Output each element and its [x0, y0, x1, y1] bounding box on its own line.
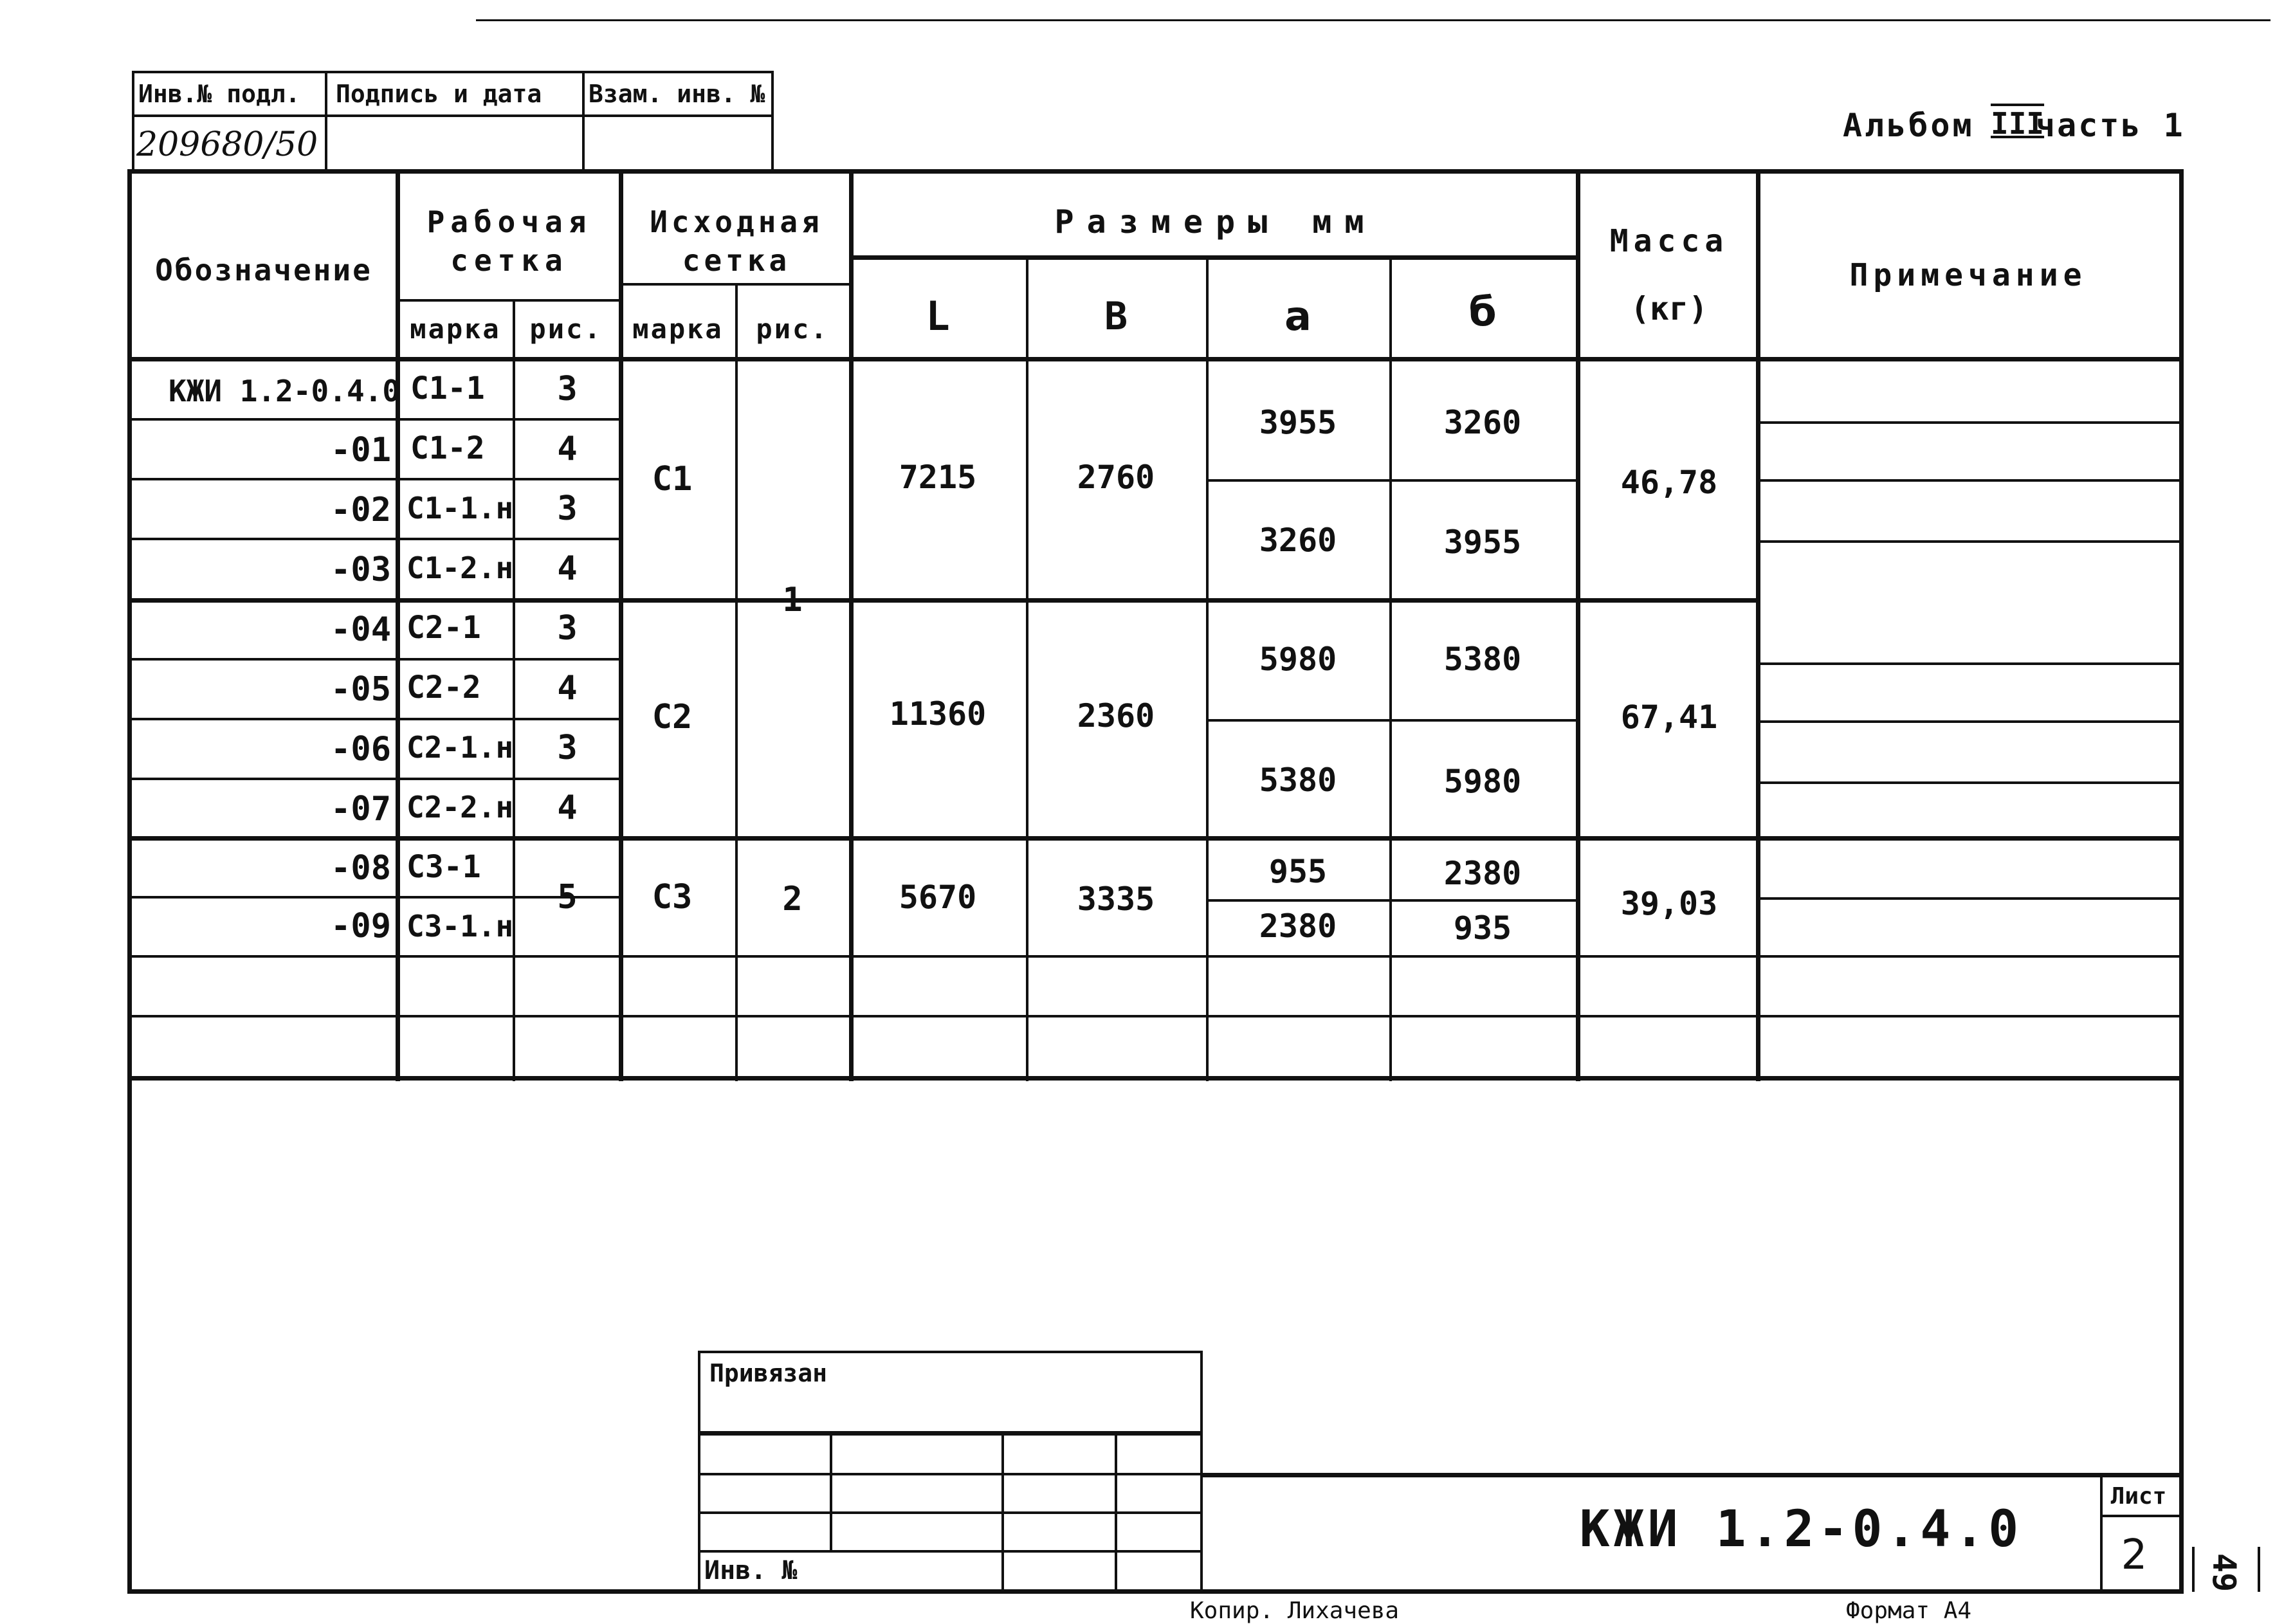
size-a: 955 — [1268, 853, 1328, 890]
src-marka-c3: С3 — [652, 878, 693, 917]
row-marka: С2-2.н — [407, 790, 514, 825]
size-a: 5380 — [1259, 762, 1337, 799]
src-ris-1: 1 — [782, 581, 803, 619]
row-designation: -08 — [331, 849, 391, 888]
size-b: 2380 — [1443, 855, 1522, 892]
stamp-inv-value: 209680/50 — [136, 125, 318, 164]
header-source-mesh: Исходная сетка — [650, 205, 823, 278]
row-ris: 4 — [557, 549, 578, 588]
src-marka-c2: С2 — [652, 698, 693, 736]
top-border-line — [476, 19, 2270, 21]
header-mass: Масса — [1609, 223, 1729, 259]
album-roman: III — [1991, 106, 2045, 141]
stamp-inv-label: Инв.№ подл. — [138, 80, 300, 108]
stamp-replace-label: Взам. инв. № — [589, 80, 765, 108]
row-marka: С3-1.н — [407, 909, 514, 944]
row-designation: -09 — [331, 907, 391, 945]
size-L: 5670 — [899, 879, 977, 916]
size-L: 11360 — [889, 695, 987, 733]
sheet-label: Лист — [2110, 1483, 2167, 1510]
header-src-marka: марка — [632, 313, 724, 345]
header-sizes: Размеры мм — [1054, 203, 1377, 241]
mass-value: 67,41 — [1620, 698, 1718, 736]
row-designation: -05 — [331, 670, 391, 709]
sheet-number: 2 — [2121, 1531, 2148, 1579]
header-note: Примечание — [1849, 257, 2087, 293]
row-ris: 4 — [557, 789, 578, 827]
header-a: a — [1284, 293, 1311, 340]
size-L: 7215 — [899, 459, 977, 496]
row-marka: С3-1 — [407, 849, 481, 885]
header-work-ris: рис. — [529, 313, 603, 345]
size-a: 2380 — [1259, 908, 1337, 945]
header-b: б — [1468, 288, 1497, 335]
header-src-ris: рис. — [756, 313, 829, 345]
row-ris: 4 — [557, 430, 578, 468]
header-work-marka: марка — [410, 313, 501, 345]
row-designation: -02 — [331, 491, 391, 529]
row-marka: С2-2 — [407, 670, 481, 706]
row-ris: 3 — [557, 489, 578, 528]
header-mass-unit: (кг) — [1630, 290, 1708, 327]
row-designation: КЖИ 1.2-0.4.0 — [169, 374, 401, 408]
header-working-mesh: Рабочая сетка — [426, 205, 592, 278]
size-a: 3260 — [1259, 522, 1337, 559]
copied-by: Копир. Лихачева — [1190, 1598, 1400, 1624]
row-ris: 4 — [557, 669, 578, 707]
src-marka-c1: С1 — [652, 460, 693, 498]
size-b: 3955 — [1443, 524, 1522, 561]
size-B: 2360 — [1077, 697, 1155, 734]
drawing-code: КЖИ 1.2-0.4.0 — [1579, 1501, 2023, 1558]
row-ris: 5 — [557, 878, 578, 917]
row-ris: 3 — [557, 609, 578, 648]
size-b: 3260 — [1443, 404, 1522, 441]
privyazan-label: Привязан — [709, 1359, 828, 1387]
header-B: В — [1104, 294, 1128, 339]
album-part: часть 1 — [2036, 107, 2185, 144]
row-marka: С1-1.н — [407, 491, 514, 525]
row-marka: С2-1.н — [407, 730, 514, 765]
size-a: 5980 — [1259, 641, 1337, 678]
row-ris: 3 — [557, 370, 578, 408]
size-b: 5380 — [1443, 641, 1522, 678]
row-marka: С1-2 — [410, 430, 485, 466]
row-designation: -01 — [331, 431, 391, 470]
size-b: 935 — [1453, 909, 1512, 947]
row-designation: -04 — [331, 610, 391, 649]
src-ris-2: 2 — [782, 880, 803, 918]
row-marka: С2-1 — [407, 610, 481, 646]
size-b: 5980 — [1443, 763, 1522, 800]
size-a: 3955 — [1259, 404, 1337, 441]
header-designation: Обозначение — [155, 253, 372, 287]
inv-no-label: Инв. № — [704, 1556, 798, 1585]
row-designation: -03 — [331, 551, 391, 589]
size-B: 2760 — [1077, 459, 1155, 496]
format-label: Формат А4 — [1846, 1598, 1972, 1624]
row-marka: С1-2.н — [407, 551, 514, 585]
size-B: 3335 — [1077, 880, 1155, 918]
header-L: L — [926, 293, 950, 340]
row-designation: -06 — [331, 730, 391, 769]
stamp-signature-label: Подпись и дата — [336, 80, 542, 108]
mass-value: 39,03 — [1620, 885, 1718, 922]
page-number: 49 — [2206, 1553, 2243, 1592]
row-ris: 3 — [557, 729, 578, 767]
row-marka: С1-1 — [410, 370, 485, 406]
mass-value: 46,78 — [1620, 464, 1718, 501]
row-designation: -07 — [331, 790, 391, 828]
